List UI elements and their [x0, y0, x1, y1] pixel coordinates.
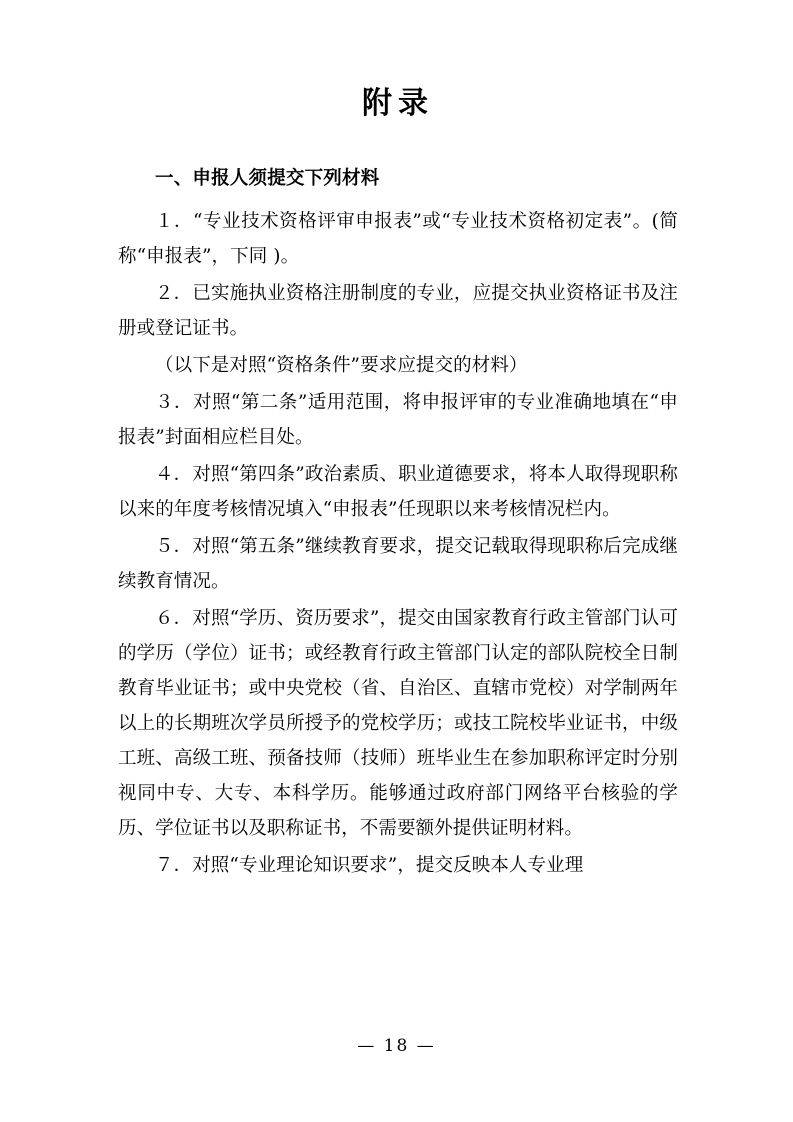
page-content: [118, 78, 678, 885]
paragraph-5: ４．对照“第四条”政治素质、职业道德要求，将本人取得现职称以来的年度考核情况填入“申报表”任现职以来考核情况栏内。: [118, 464, 678, 520]
paragraph-8: ７．对照“专业理论知识要求”，提交反映本人专业理: [155, 855, 584, 876]
paragraph-2: ２．已实施执业资格注册制度的专业，应提交执业资格证书及注册或登记证书。: [118, 283, 678, 339]
paragraph-6: ５．对照“第五条”继续教育要求，提交记载取得现职称后完成继续教育情况。: [118, 536, 678, 592]
paragraph-1: １．“专业技术资格评审申报表”或“专业技术资格初定表”。(简称“申报表”，下同 )。: [118, 211, 678, 267]
paragraph-4: ３．对照“第二条”适用范围，将申报评审的专业准确地填在“申报表”封面相应栏目处。: [118, 392, 678, 448]
paragraph-7: ６．对照“学历、资历要求”，提交由国家教育行政主管部门认可的学历（学位）证书；或经教育行政主管部门认定的部队院校全日制教育毕业证书；或中央党校（省、自治区、直辖市党校）对学制两年以上的长期班次学员所授予的党校学历；或技工院校毕业证书，中级工班、高级工班、预备技师（技师）班毕业生在参加职称评定时分别视同中专、大专、本科学历。能够通过政府部门网络平台核验的学历、学位证书以及职称证书，不需要额外提供证明材料。: [118, 608, 678, 839]
section-heading: 一、申报人须提交下列材料: [155, 168, 380, 189]
paragraph-3: （以下是对照“资格条件”要求应提交的材料）: [155, 355, 528, 376]
page-number: — 18 —: [357, 1036, 436, 1056]
page-title: 附录: [362, 86, 434, 121]
